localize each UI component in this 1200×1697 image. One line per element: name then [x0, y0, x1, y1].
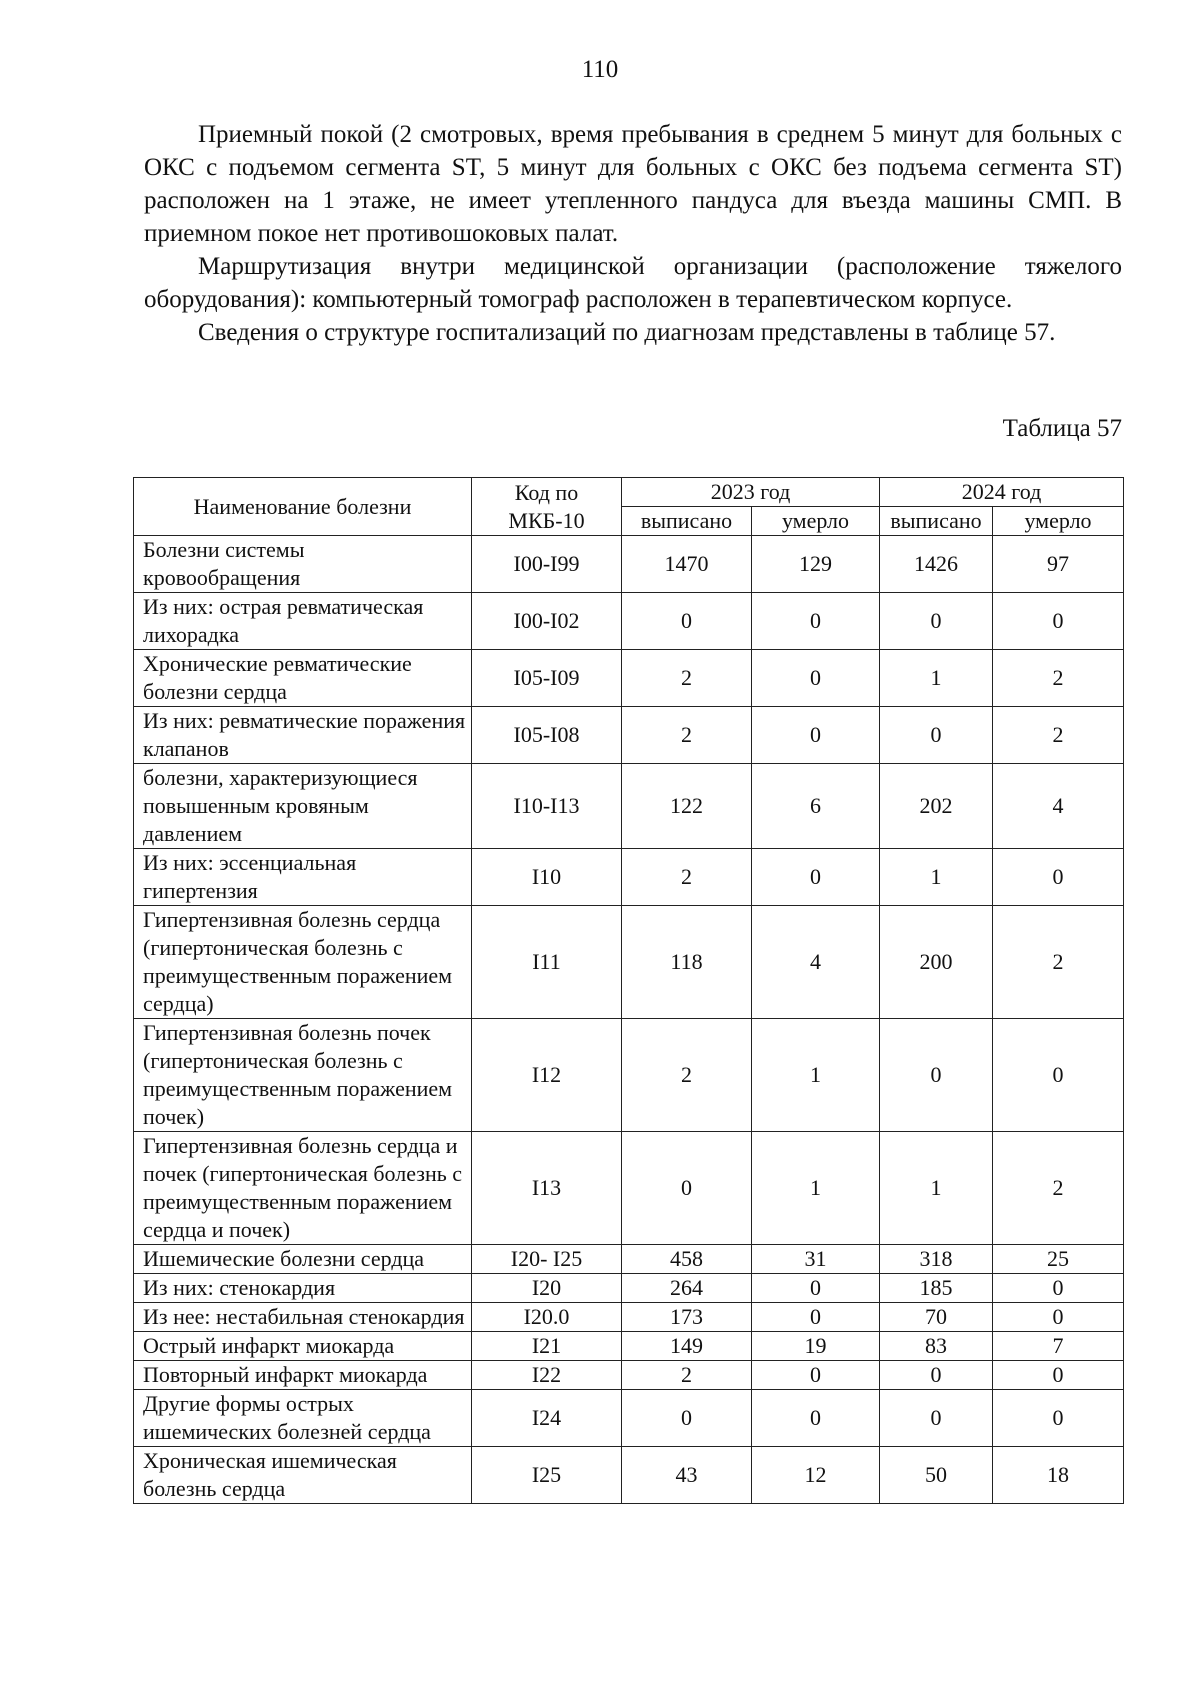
cell-died-2024: 97 — [993, 536, 1124, 593]
table-row — [134, 906, 1124, 1019]
table-row — [134, 1245, 1124, 1274]
cell-discharged-2024: 1 — [880, 1132, 993, 1245]
cell-died-2023: 0 — [752, 593, 880, 650]
cell-icd-code: I10 — [472, 849, 622, 906]
cell-discharged-2023: 2 — [622, 650, 752, 707]
cell-discharged-2023: 0 — [622, 593, 752, 650]
cell-died-2023: 129 — [752, 536, 880, 593]
cell-icd-code: I11 — [472, 906, 622, 1019]
cell-disease-name: Острый инфаркт миокарда — [134, 1332, 472, 1361]
cell-discharged-2023: 2 — [622, 1019, 752, 1132]
cell-died-2023: 1 — [752, 1019, 880, 1132]
cell-died-2024: 7 — [993, 1332, 1124, 1361]
cell-disease-name: Из них: острая ревматическая лихорадка — [134, 593, 472, 650]
cell-died-2024: 0 — [993, 1019, 1124, 1132]
cell-died-2023: 1 — [752, 1132, 880, 1245]
cell-disease-name: Гипертензивная болезнь сердца (гипертоническая болезнь с преимущественным поражением сердца) — [134, 906, 472, 1019]
cell-disease-name: болезни, характеризующиеся повышенным кровяным давлением — [134, 764, 472, 849]
cell-died-2024: 2 — [993, 707, 1124, 764]
cell-died-2024: 0 — [993, 849, 1124, 906]
cell-died-2024: 4 — [993, 764, 1124, 849]
cell-discharged-2024: 70 — [880, 1303, 993, 1332]
table-caption: Таблица 57 — [1002, 415, 1122, 442]
cell-died-2023: 12 — [752, 1447, 880, 1504]
cell-disease-name: Болезни системы кровообращения — [134, 536, 472, 593]
cell-icd-code: I12 — [472, 1019, 622, 1132]
cell-discharged-2024: 1 — [880, 650, 993, 707]
table-row — [134, 707, 1124, 764]
cell-discharged-2024: 50 — [880, 1447, 993, 1504]
header-disease-name: Наименование болезни — [134, 478, 472, 536]
cell-disease-name: Хронические ревматические болезни сердца — [134, 650, 472, 707]
cell-died-2023: 6 — [752, 764, 880, 849]
table-row — [134, 536, 1124, 593]
cell-discharged-2023: 0 — [622, 1132, 752, 1245]
table-row — [134, 1447, 1124, 1504]
cell-died-2023: 0 — [752, 1361, 880, 1390]
cell-icd-code: I25 — [472, 1447, 622, 1504]
cell-discharged-2024: 83 — [880, 1332, 993, 1361]
cell-died-2024: 25 — [993, 1245, 1124, 1274]
cell-discharged-2023: 2 — [622, 707, 752, 764]
cell-discharged-2024: 202 — [880, 764, 993, 849]
cell-disease-name: Гипертензивная болезнь сердца и почек (гипертоническая болезнь с преимущественным поражением сердца и почек) — [134, 1132, 472, 1245]
cell-died-2023: 31 — [752, 1245, 880, 1274]
header-discharged-2023: выписано — [622, 507, 752, 536]
cell-discharged-2024: 0 — [880, 1361, 993, 1390]
cell-icd-code: I24 — [472, 1390, 622, 1447]
cell-disease-name: Гипертензивная болезнь почек (гипертоническая болезнь с преимущественным поражением почек) — [134, 1019, 472, 1132]
cell-died-2023: 0 — [752, 1390, 880, 1447]
cell-discharged-2024: 0 — [880, 1390, 993, 1447]
cell-discharged-2024: 200 — [880, 906, 993, 1019]
table-row — [134, 1361, 1124, 1390]
table-row — [134, 1390, 1124, 1447]
hospitalization-table — [133, 477, 1124, 1504]
table-row — [134, 1132, 1124, 1245]
header-icd-code: Код по МКБ-10 — [472, 478, 622, 536]
cell-discharged-2023: 2 — [622, 1361, 752, 1390]
cell-died-2024: 0 — [993, 1361, 1124, 1390]
header-year-2023: 2023 год — [622, 478, 880, 507]
header-died-2024: умерло — [993, 507, 1124, 536]
table-row — [134, 1332, 1124, 1361]
paragraph-reception: Приемный покой (2 смотровых, время пребывания в среднем 5 минут для больных с ОКС с подъемом сегмента ST, 5 минут для больных с ОКС без подъема сегмента ST) расположен на 1 этаже, не имеет утепленного пандуса для въезда машины СМП. В приемном покое нет противошоковых палат. — [144, 121, 1122, 247]
cell-icd-code: I00-I99 — [472, 536, 622, 593]
table-row — [134, 849, 1124, 906]
cell-icd-code: I05-I08 — [472, 707, 622, 764]
cell-icd-code: I00-I02 — [472, 593, 622, 650]
cell-icd-code: I21 — [472, 1332, 622, 1361]
header-died-2023: умерло — [752, 507, 880, 536]
cell-died-2023: 4 — [752, 906, 880, 1019]
cell-discharged-2023: 1470 — [622, 536, 752, 593]
table-row — [134, 650, 1124, 707]
cell-died-2024: 0 — [993, 593, 1124, 650]
cell-discharged-2023: 122 — [622, 764, 752, 849]
cell-died-2024: 0 — [993, 1274, 1124, 1303]
cell-discharged-2024: 0 — [880, 593, 993, 650]
cell-icd-code: I10-I13 — [472, 764, 622, 849]
cell-died-2023: 0 — [752, 1274, 880, 1303]
cell-discharged-2023: 43 — [622, 1447, 752, 1504]
cell-disease-name: Ишемические болезни сердца — [134, 1245, 472, 1274]
paragraph-routing: Маршрутизация внутри медицинской организации (расположение тяжелого оборудования): компьютерный томограф расположен в терапевтическом корпусе. — [144, 253, 1122, 313]
cell-icd-code: I13 — [472, 1132, 622, 1245]
header-year-2024: 2024 год — [880, 478, 1124, 507]
cell-died-2024: 18 — [993, 1447, 1124, 1504]
cell-discharged-2024: 0 — [880, 1019, 993, 1132]
cell-icd-code: I20.0 — [472, 1303, 622, 1332]
cell-died-2023: 0 — [752, 1303, 880, 1332]
cell-disease-name: Повторный инфаркт миокарда — [134, 1361, 472, 1390]
cell-icd-code: I20 — [472, 1274, 622, 1303]
cell-discharged-2023: 149 — [622, 1332, 752, 1361]
body-text — [144, 118, 1122, 349]
cell-disease-name: Другие формы острых ишемических болезней сердца — [134, 1390, 472, 1447]
table-row — [134, 1019, 1124, 1132]
cell-discharged-2023: 118 — [622, 906, 752, 1019]
cell-icd-code: I20- I25 — [472, 1245, 622, 1274]
cell-icd-code: I05-I09 — [472, 650, 622, 707]
paragraph-table-intro: Сведения о структуре госпитализаций по диагнозам представлены в таблице 57. — [198, 319, 1056, 346]
cell-disease-name: Из них: эссенциальная гипертензия — [134, 849, 472, 906]
cell-disease-name: Хроническая ишемическая болезнь сердца — [134, 1447, 472, 1504]
table-row — [134, 1274, 1124, 1303]
cell-died-2023: 0 — [752, 707, 880, 764]
cell-discharged-2024: 1426 — [880, 536, 993, 593]
table-row — [134, 593, 1124, 650]
cell-disease-name: Из них: ревматические поражения клапанов — [134, 707, 472, 764]
cell-died-2023: 0 — [752, 650, 880, 707]
cell-discharged-2023: 173 — [622, 1303, 752, 1332]
cell-discharged-2024: 318 — [880, 1245, 993, 1274]
table-body — [134, 536, 1124, 1504]
cell-died-2024: 0 — [993, 1303, 1124, 1332]
cell-died-2024: 2 — [993, 906, 1124, 1019]
cell-died-2023: 19 — [752, 1332, 880, 1361]
page-number: 110 — [581, 56, 619, 83]
cell-discharged-2024: 185 — [880, 1274, 993, 1303]
cell-discharged-2023: 2 — [622, 849, 752, 906]
cell-icd-code: I22 — [472, 1361, 622, 1390]
cell-disease-name: Из нее: нестабильная стенокардия — [134, 1303, 472, 1332]
header-discharged-2024: выписано — [880, 507, 993, 536]
cell-discharged-2023: 0 — [622, 1390, 752, 1447]
cell-discharged-2023: 458 — [622, 1245, 752, 1274]
cell-died-2024: 2 — [993, 1132, 1124, 1245]
table-row — [134, 1303, 1124, 1332]
cell-disease-name: Из них: стенокардия — [134, 1274, 472, 1303]
cell-died-2024: 0 — [993, 1390, 1124, 1447]
cell-discharged-2023: 264 — [622, 1274, 752, 1303]
cell-died-2024: 2 — [993, 650, 1124, 707]
cell-discharged-2024: 0 — [880, 707, 993, 764]
cell-died-2023: 0 — [752, 849, 880, 906]
table-row — [134, 764, 1124, 849]
cell-discharged-2024: 1 — [880, 849, 993, 906]
